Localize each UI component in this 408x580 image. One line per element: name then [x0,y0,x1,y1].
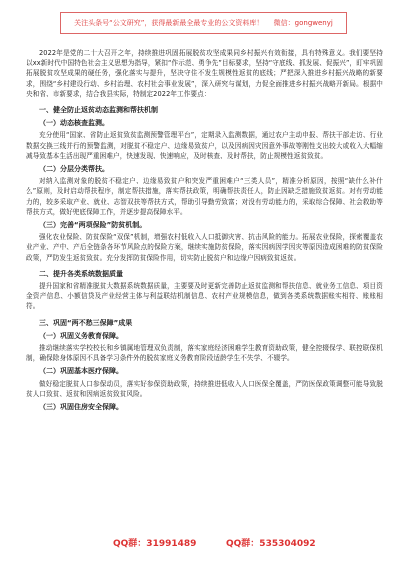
paragraph-1-1: 充分使用“国家、省防止返贫致贫监测预警管理平台”，定期录入监测数据，通过农户主动申报、帮扶干部走访、行业数据交换三线并行的预警监测，对脱贫不稳定户、边缘易致贫户，以及因病因灾因意外事故等刚性支出较大或收入大幅缩减导致基本生活出现严重困难户，快速发现、快速响应，及时核查、及时帮扶，防止规模性返贫致贫。 [26,131,383,160]
banner-text: 关注头条号“公文研究”，获得最新最全最专业的公文资料库！ [74,19,264,27]
subheading-1-3: （三）完善“两项保险”防贫机制。 [39,221,147,230]
paragraph-3-2: 做好稳定脱贫人口参保动员，落实好参保资助政策，持续推进低收入人口医保全覆盖，严防医保政策调整可能导致脱贫人口致贫、返贫和因病返贫致贫风险。 [26,379,383,398]
subheading-1-1: （一）动态核查监测。 [39,119,109,128]
paragraph-3-1: 推动继续落实学校校长和乡镇属地管理双负责制，落实家庭经济困难学生教育资助政策，健全控辍保学、联控联保机制，确保除身体原因不具备学习条件外的脱贫家庭义务教育阶段适龄学生不失学、不辍学。 [26,344,383,363]
paragraph-1-2: 对纳入监测对象的脱贫不稳定户、边缘易致贫户和突发严重困难户“三类人员”，精准分析原因，按照“缺什么补什么”原则，及时启动帮扶程序，制定帮扶措施，落实帮扶政策，明确帮扶责任人，防止因缺乏措施致贫返贫。对有劳动能力的，较多采取产业、就业、志智双扶等帮扶方式，帮助引导勤劳致富；对没有劳动能力的，采取综合保障、社会救助等帮扶方式，做好兜底保障工作，并逐步提高保障水平。 [26,177,383,216]
subheading-3-2: （二）巩固基本医疗保障。 [39,367,123,376]
footer-qq-group-2: QQ群：535304092 [226,539,316,549]
footer-contact [0,532,408,550]
paragraph-1-3: 强化农业保险、防贫保险“双保”机制，增强农村低收入人口抵御灾害、抗击风险的能力。拓展农业保险，探索覆盖农业产业、产中、产后全链条各环节风险点的保险方案，继续实施防贫保险，落实因病因学因灾等原因造成困难的防贫保险政策，严防发生返贫致贫。充分发挥防贫保险作用，切实防止脱贫户和边缘户因病致贫返贫。 [26,233,383,262]
document-body [26,48,383,414]
paragraph-2: 提升国家和省精准脱贫大数据系统数据质量，主要要及时更新完善防止返贫监测和帮扶信息、就业务工信息、项目资金资产信息、小额信贷及产业经营主体与利益联结机制信息、农村产业规模信息，做到各类系统数据账实相符、账账相符。 [26,282,383,311]
section-heading-1: 一、健全防止返贫动态监测和帮扶机制 [39,106,158,115]
subheading-3-1: （一）巩固义务教育保障。 [39,331,123,340]
section-heading-2: 二、提升各类系统数据质量 [39,269,123,278]
footer-qq-group-1: QQ群：31991489 [113,539,197,549]
header-banner [60,12,347,34]
subheading-3-3: （三）巩固住房安全保障。 [39,403,123,412]
intro-paragraph: 2022年是党的二十大召开之年，持续推进巩固拓展脱贫攻坚成果同乡村振兴有效衔接，具有特殊意义。我们要坚持以xx新时代中国特色社会主义思想为指导，紧扣“作示范、勇争先”目标要求，坚持“守底线、抓发展、促振兴”，盯牢巩固拓展脱贫攻坚成果的硬任务，强化落实与提升，坚决守住不发生规模性返贫的底线；严把深入推进乡村振兴战略的新要求，围绕“乡村建设行动、乡村治理、农村社会事业发展”，深入研究与谋划，力促全面推进乡村振兴战略开新局。根据中央和省、市新要求，结合我县实际，特制定2022年工作要点： [26,49,383,98]
banner-wechat: 微信：gongwenyj [273,19,333,27]
subheading-1-2: （二）分层分类帮扶。 [39,165,109,174]
section-heading-3: 三、巩固“两不愁三保障”成果 [39,318,133,327]
